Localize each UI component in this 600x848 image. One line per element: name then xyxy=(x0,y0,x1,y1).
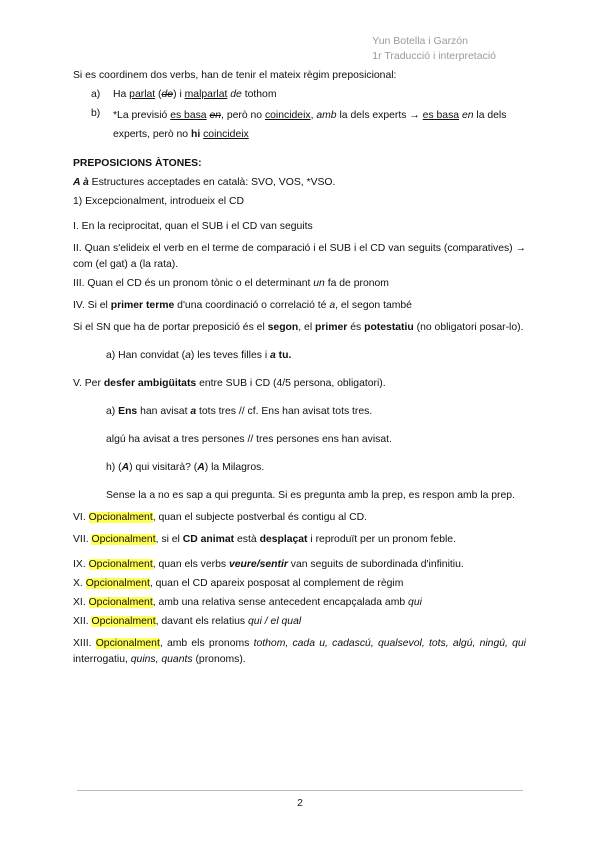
example-v-note: Sense la a no es sap a qui pregunta. Si es pregunta amb la prep, es respon amb la prep. xyxy=(106,490,515,501)
rule-i: I. En la reciprocitat, quan el SUB i el CD van seguits xyxy=(73,221,313,232)
example-a: a) Ha parlat (de) i malparlat de tothom xyxy=(91,89,277,100)
rule-vii: VII. Opcionalment, si el CD animat està desplaçat i reproduït per un pronom feble. xyxy=(73,534,456,545)
course-name: 1r Traducció i interpretació xyxy=(372,50,496,62)
rule-1-heading: 1) Excepcionalment, introdueix el CD xyxy=(73,196,244,207)
rule-xiii: XIII. Opcionalment, amb els pronoms tothom, cada u, cadascú, qualsevol, tots, algú, ningú, qui interrogatiu, quins, quants (pronoms). xyxy=(73,638,526,665)
rule-xii: XII. Opcionalment, davant els relatius qui / el qual xyxy=(73,616,302,627)
rule-ii: II. Quan s'elideix el verb en el terme de comparació i el SUB i el CD van seguits (comparatives) → com (el gat) a (la rata). xyxy=(73,243,526,270)
highlight: Opcionalment xyxy=(91,534,156,545)
document-body xyxy=(73,68,526,668)
highlight: Opcionalment xyxy=(95,638,160,649)
highlight: Opcionalment xyxy=(91,616,156,627)
highlight: Opcionalment xyxy=(85,578,150,589)
example-v-a: a) Ens han avisat a tots tres // cf. Ens han avisat tots tres. xyxy=(106,406,373,417)
author-name: Yun Botella i Garzón xyxy=(372,35,468,47)
rule-iv: IV. Si el primer terme d'una coordinació o correlació té a, el segon també xyxy=(73,300,412,311)
example-v-b: algú ha avisat a tres persones // tres persones ens han avisat. xyxy=(106,434,392,445)
highlight: Opcionalment xyxy=(88,597,153,608)
section-title: PREPOSICIONS ÀTONES: xyxy=(73,158,202,169)
rule-iii: III. Quan el CD és un pronom tònic o el determinant un fa de pronom xyxy=(73,278,389,289)
rule-vi: VI. Opcionalment, quan el subjecte postverbal és contigu al CD. xyxy=(73,512,368,523)
footer-divider xyxy=(77,790,523,791)
example-b: b) *La previsió es basa en, però no coincideix, amb la dels experts → es basa en la dels experts, però no hi coincideix xyxy=(91,108,507,140)
rule-x: X. Opcionalment, quan el CD apareix posposat al complement de règim xyxy=(73,578,404,589)
highlight: Opcionalment xyxy=(88,512,153,523)
rule-v: V. Per desfer ambigüitats entre SUB i CD (4/5 persona, obligatori). xyxy=(73,378,386,389)
intro-paragraph: Si es coordinem dos verbs, han de tenir el mateix règim preposicional: xyxy=(73,70,397,81)
page-header xyxy=(372,34,496,64)
rule-ix: IX. Opcionalment, quan els verbs veure/sentir van seguits de subordinada d'infinitiu. xyxy=(73,559,464,570)
rule-iv-note: Si el SN que ha de portar preposició és el segon, el primer és potestatiu (no obligatori posar-lo). xyxy=(73,322,524,333)
example-v-h: h) (A) qui visitarà? (A) la Milagros. xyxy=(106,462,265,473)
example-iv-a: a) Han convidat (a) les teves filles i a tu. xyxy=(106,350,292,361)
rule-xi: XI. Opcionalment, amb una relativa sense antecedent encapçalada amb qui xyxy=(73,597,422,608)
highlight: Opcionalment xyxy=(88,559,153,570)
a-structures-line: A à Estructures acceptades en català: SVO, VOS, *VSO. xyxy=(73,177,336,188)
page-number: 2 xyxy=(297,797,303,809)
